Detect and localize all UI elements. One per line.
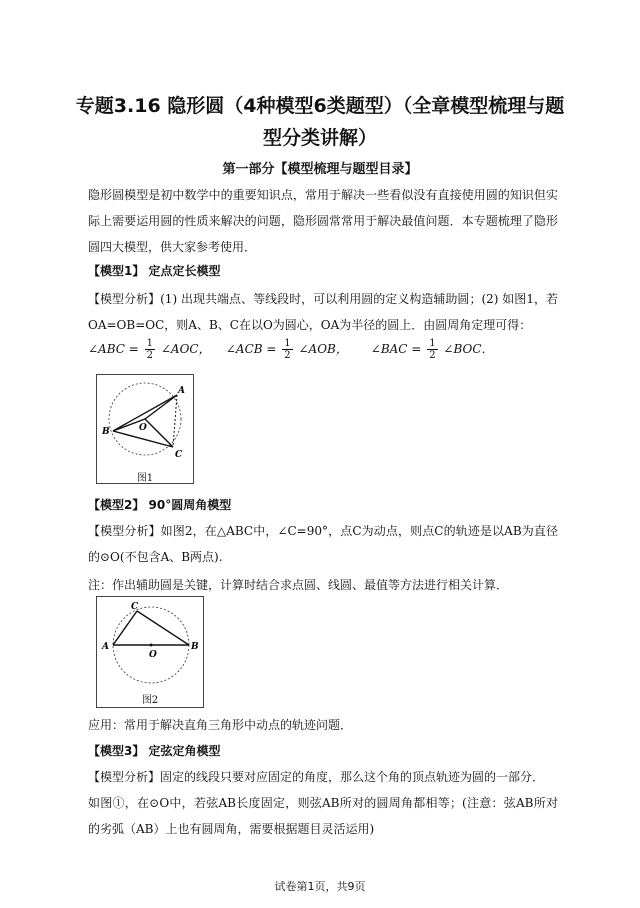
model3-analysis: 【模型分析】固定的线段只要对应固定的角度，那么这个角的顶点轨迹为圆的一部分． (88, 770, 545, 784)
document-title-line2: 型分类讲解） (262, 127, 377, 149)
fig1-label-c: C (175, 450, 183, 460)
formula-3-left: ∠BAC = (370, 342, 422, 356)
model2-application: 应用：常用于解决直角三角形中动点的轨迹问题． (88, 718, 353, 732)
fig2-label-a: A (102, 642, 109, 652)
figure-2-diagram (97, 597, 203, 689)
center-point-o (150, 644, 153, 647)
figure-1-diagram (97, 375, 193, 467)
model2-analysis: 【模型分析】如图2，在△ABC中，∠C=90°，点C为动点，则点C的轨迹是以AB为直径的⊙O(不包含A、B两点). (88, 524, 558, 564)
segment-oa (145, 395, 177, 419)
segment-bc (113, 431, 173, 447)
part-heading: 第一部分【模型梳理与题型目录】 (222, 162, 418, 177)
figure-2-caption: 图2 (141, 695, 159, 706)
model1-heading: 【模型1】 定点定长模型 (88, 264, 221, 278)
formula-1-left: ∠ABC = (88, 342, 139, 356)
document-title-line1: 专题3.16 隐形圆（4种模型6类题型）（全章模型梳理与题 (75, 95, 565, 117)
fig2-label-c: C (131, 602, 139, 612)
model3-heading: 【模型3】 定弦定角模型 (88, 744, 221, 758)
fraction-half: $\frac{1}{2}$ (284, 338, 291, 361)
model1-formula (88, 338, 494, 361)
formula-2-right: ∠AOB， (298, 342, 348, 356)
segment-cb (137, 611, 189, 645)
fraction-half: $\frac{1}{2}$ (429, 338, 436, 361)
fig2-label-o: O (149, 650, 157, 660)
fraction-half: $\frac{1}{2}$ (146, 338, 154, 361)
fig2-label-b: B (191, 642, 199, 652)
formula-3-right: ∠BOC． (443, 342, 494, 356)
figure-1 (96, 374, 194, 484)
fig1-label-o: O (139, 423, 147, 433)
model3-detail: 如图①，在⊙O中，若弦AB长度固定，则弦AB所对的圆周角都相等；(注意：弦AB所对的劣弧（AB）上也有圆周角，需要根据题目灵活运用) (88, 796, 558, 836)
fig1-label-b: B (102, 427, 110, 437)
figure-1-caption: 图1 (136, 473, 154, 484)
fig1-label-a: A (178, 386, 185, 396)
page-footer: 试卷第1页，共9页 (274, 880, 366, 893)
formula-2-left: ∠ACB = (225, 342, 277, 356)
figure-2 (96, 596, 204, 708)
model1-analysis: 【模型分析】(1) 出现共端点、等线段时，可以利用圆的定义构造辅助圆；(2) 如图1，若OA=OB=OC，则A、B、C在以O为圆心，OA为半径的圆上．由圆周角定理可得： (88, 292, 558, 332)
intro-paragraph: 隐形圆模型是初中数学中的重要知识点，常用于解决一些看似没有直接使用圆的知识但实际上需要运用圆的性质来解决的问题，隐形圆常常用于解决最值问题．本专题梳理了隐形圆四大模型，供大家参考使用． (88, 188, 558, 254)
model2-note: 注：作出辅助圆是关键，计算时结合求点圆、线圆、最值等方法进行相关计算． (88, 578, 509, 592)
model2-heading: 【模型2】 90°圆周角模型 (88, 498, 232, 512)
formula-1-right: ∠AOC， (160, 342, 211, 356)
